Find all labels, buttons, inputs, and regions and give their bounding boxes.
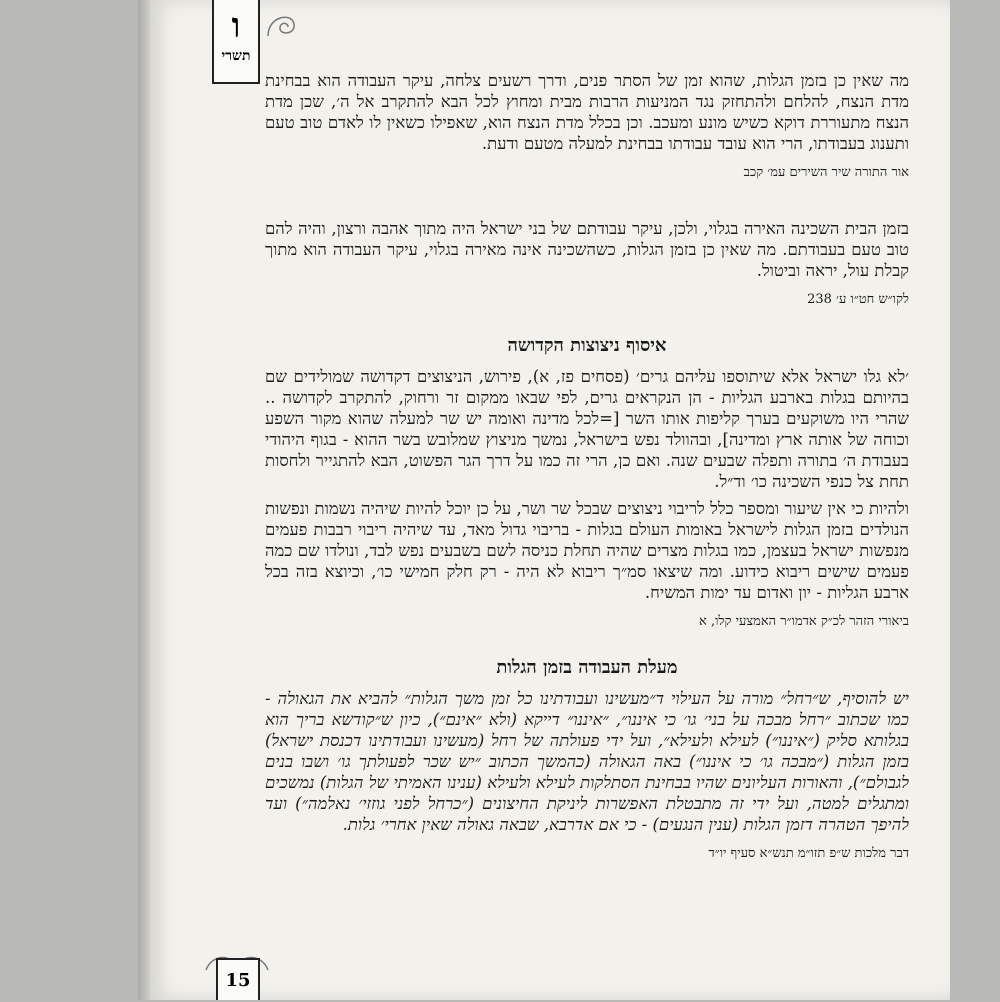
section-heading: איסוף ניצוצות הקדושה	[507, 335, 667, 356]
section-heading: מעלת העבודה בזמן הגלות	[496, 657, 678, 678]
opening-paragraph: מה שאין כן בזמן הגלות, שהוא זמן של הסתר פנים, ודרך רשעים צלחה, עיקר העבודה הוא בבחינת מדת הנצח, להלחם ולהתחזק נגד המניעות הרבות מבית ומחוץ לכל הבא להתקרב אל ה׳, שכן מדת הנצח מתעוררת דוקא כשיש מונע ומעכב. וכן בכלל מדת הנצח הוא, שאפילו כשאין לו לאדם טוב טעם ותענוג בעבודתו, הרי הוא עובד עבודתו בבחינת למעלה מטעם ודעת.	[265, 71, 909, 153]
chapter-letter: ו	[231, 6, 241, 46]
second-paragraph: בזמן הבית השכינה האירה בגלוי, ולכן, עיקר עבודתם של בני ישראל היה מתוך אהבה ורצון, והיה להם טוב טעם בעבודתם. מה שאין כן בזמן הגלות, כשהשכינה אינה מאירה בגלוי, עיקר העבודה הוא מתוך קבלת עול, יראה וביטול.	[265, 219, 909, 280]
section-paragraph: יש להוסיף, ש״רחל״ מורה על העילוי ד״מעשינו ועבודתינו כל זמן משך הגלות״ להביא את הגאולה - כמו שכתוב ״רחל מבכה על בני׳ גו׳ כי איננו״, ״איננו״ דייקא (ולא ״אינם״), כיון ש״קודשא בריך הוא בגלותא סליק (״איננו״) לעילא ולעילא״, ועל ידי פעולתה של רחל (מעשינו ועבודתינו דכנסת ישראל) בזמן הגלות (״מבכה גו׳ כי איננו״) באה הגאולה (כהמשך הכתוב ״יש שכר לפעולתך גו׳ ושבו בנים לגבולם״), והאורות העליונים שהיו בבחינת הסתלקות לעילא ולעילא (ענינו האמיתי של הגלות) נמשכים ומתגלים למטה, ועל ידי זה מתבטלת האפשרות ליניקת החיצונים (״כרחל לפני גוזזי׳ נאלמה״) ועד להיפך הטהרה דזמן הגלות (ענין הנגעים) - כי אם אדרבא, שבאה גאולה שאין אחרי׳ גלות.	[265, 689, 909, 834]
source-citation: אור התורה שיר השירים עמ׳ קכב	[743, 165, 909, 180]
section-block	[265, 657, 909, 835]
source-citation: דבר מלכות ש״פ תזו״מ תנש״א סעיף יו״ד	[708, 846, 909, 861]
page-content	[265, 70, 909, 863]
section-paragraph: ולהיות כי אין שיעור ומספר כלל לריבוי ניצוצים שבכל שר ושר, על כן יוכל להיות שיהיה נשמות ונפשות הנולדים בזמן הגלות לישראל באומות העולם בגלות - בריבוי גדול מאד, עד שיהיה ריבוי רבבות פעמים מנפשות ישראל בעצמן, כמו בגלות מצרים שהיה תחלת כניסה לשם בשבעים נפש לבד, ונולדו שם כמה פעמים שישים ריבוא כידוע. ומה שיצאו סמ״ך ריבוא לא היה - רק חלק חמישי כו׳, וכיוצא בזה בכל ארבע הגליות - יון ואדום עד ימות המשיח.	[265, 499, 909, 602]
source-citation: ביאורי הזהר לכ״ק אדמו״ר האמצעי קלו, א	[699, 614, 909, 629]
source-citation: לקו״ש חט״ו ע׳ 238	[807, 292, 909, 307]
ornament-swirl-icon	[262, 6, 302, 46]
chapter-month: תשרי	[221, 48, 251, 64]
section-paragraph: ׳לא גלו ישראל אלא שיתוספו עליהם גרים׳ (פסחים פז, א), פירוש, הניצוצים דקדושה שמולידים שם בהיותם בגלות בארבע הגליות - הן הנקראים גרים, לפי שבאו ממקום זר ורחוק, להתקרב לקדושה .. שהרי היו משוקעים בערך קליפות אותו השר [=לכל מדינה ואומה יש שר למעלה שהוא מקור השפע וכוחה של אותה ארץ ומדינה], ובהוולד נפש בישראל, נמשך מניצוץ שמלובש בשר ההוא - בגוף היהודי בעבודת ה׳ בתורה ותפלה שבעים שנה. ואם כן, הרי זה כמו על דרך הגר הפשוט, הבא להתגייר ולחסות תחת צל כנפי השכינה כו׳ וד״ל.	[265, 367, 909, 491]
page-number: 15	[216, 958, 260, 1000]
chapter-tab	[212, 0, 260, 84]
